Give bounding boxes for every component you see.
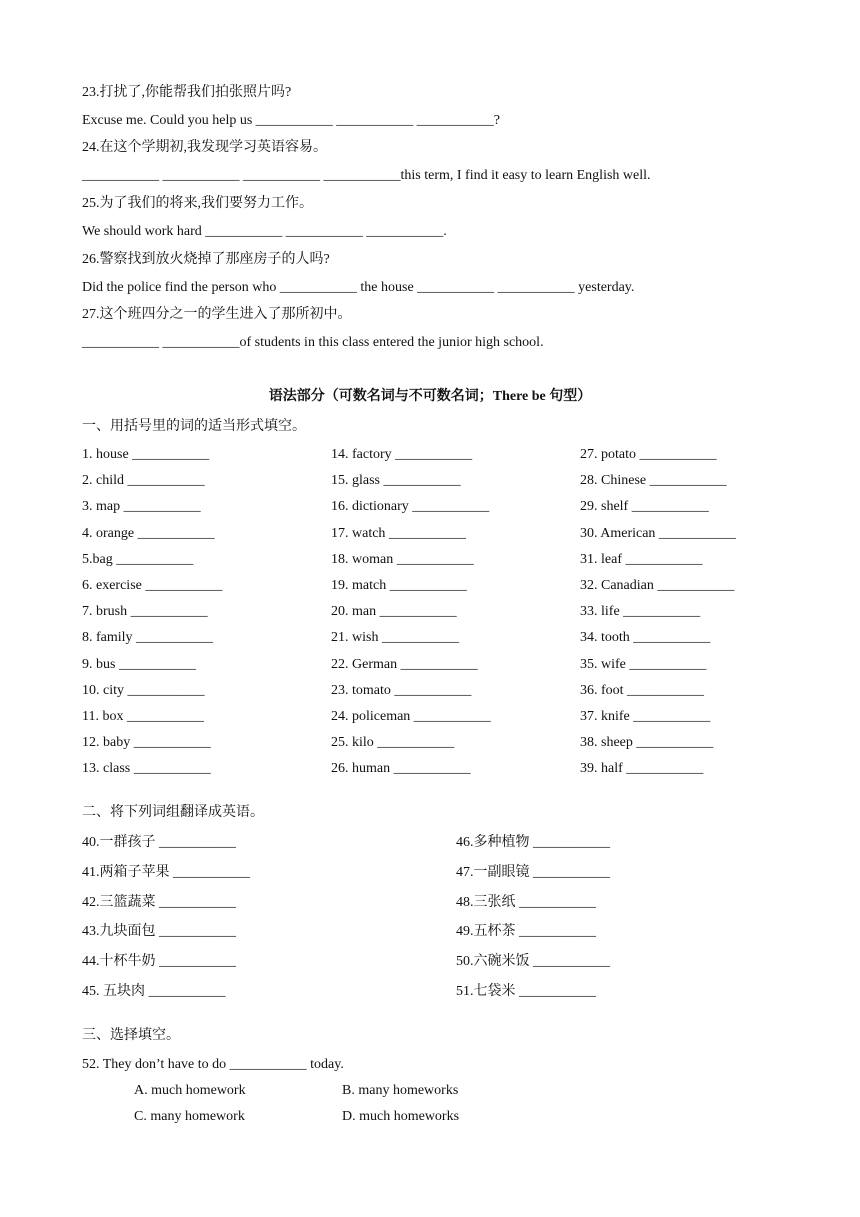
translate-item: 49.五杯茶 ___________: [456, 924, 596, 940]
option-c: C. many homework: [134, 1109, 245, 1124]
fill-item: 25. kilo ___________: [331, 735, 455, 751]
fill-item: 27. potato ___________: [580, 447, 717, 462]
fill-item: 38. sheep ___________: [580, 735, 714, 751]
translate-item: 50.六碗米饭 ___________: [456, 954, 610, 970]
sentence-24-zh: 24.在这个学期初,我发现学习英语容易。: [82, 140, 327, 155]
fill-item: 11. box ___________: [82, 709, 204, 724]
fill-item: 35. wife ___________: [580, 656, 707, 672]
fill-item: 1. house ___________: [82, 447, 210, 462]
fill-item: 26. human ___________: [331, 761, 471, 777]
sentence-27-zh: 27.这个班四分之一的学生进入了那所初中。: [82, 307, 352, 322]
sentence-24-en: ___________ ___________ ___________ ___________this term, I find it easy to learn English well.: [82, 168, 651, 183]
fill-item: 16. dictionary ___________: [331, 499, 490, 515]
translate-item: 43.九块面包 ___________: [82, 924, 236, 940]
fill-item: 6. exercise ___________: [82, 578, 223, 593]
fill-item: 30. American ___________: [580, 525, 736, 541]
translate-item: 44.十杯牛奶 ___________: [82, 954, 236, 970]
fill-item: 37. knife ___________: [580, 709, 711, 724]
fill-item: 28. Chinese ___________: [580, 473, 727, 489]
fill-item: 22. German ___________: [331, 656, 478, 672]
fill-item: 19. match ___________: [331, 578, 467, 593]
fill-item: 14. factory ___________: [331, 447, 473, 462]
sentence-23-en: Excuse me. Could you help us ___________ ___________ ___________?: [82, 113, 501, 128]
sentence-25-en: We should work hard ___________ ___________ ___________.: [82, 224, 447, 239]
fill-item: 15. glass ___________: [331, 473, 461, 489]
fill-item: 8. family ___________: [82, 630, 214, 646]
sentence-23-zh: 23.打扰了,你能帮我们拍张照片吗?: [82, 85, 292, 100]
fill-item: 31. leaf ___________: [580, 551, 703, 567]
fill-item: 24. policeman ___________: [331, 709, 491, 724]
fill-item: 21. wish ___________: [331, 630, 459, 646]
fill-item: 12. baby ___________: [82, 735, 211, 751]
fill-item: 36. foot ___________: [580, 682, 705, 698]
fill-item: 32. Canadian ___________: [580, 578, 735, 593]
fill-item: 17. watch ___________: [331, 525, 466, 541]
translate-item: 51.七袋米 ___________: [456, 984, 596, 999]
translate-item: 48.三张纸 ___________: [456, 894, 596, 910]
option-b: B. many homeworks: [342, 1083, 459, 1098]
fill-item: 29. shelf ___________: [580, 499, 709, 515]
fill-item: 5.bag ___________: [82, 551, 194, 567]
fill-item: 9. bus ___________: [82, 656, 196, 672]
fill-item: 20. man ___________: [331, 604, 457, 620]
fill-item: 18. woman ___________: [331, 551, 474, 567]
fill-item: 33. life ___________: [580, 604, 701, 620]
sentence-27-en: ___________ ___________of students in this class entered the junior high school.: [82, 335, 544, 350]
translate-item: 40.一群孩子 ___________: [82, 835, 236, 850]
part2-heading: 二、将下列词组翻译成英语。: [82, 805, 264, 820]
sentence-25-zh: 25.为了我们的将来,我们要努力工作。: [82, 196, 313, 211]
part3-heading: 三、选择填空。: [82, 1028, 180, 1043]
question-52: 52. They don’t have to do ___________ today.: [82, 1057, 344, 1072]
translate-item: 45. 五块肉 ___________: [82, 984, 226, 999]
translate-item: 47.一副眼镜 ___________: [456, 864, 610, 880]
part1-heading: 一、用括号里的词的适当形式填空。: [82, 419, 306, 434]
fill-item: 3. map ___________: [82, 499, 201, 515]
option-d: D. much homeworks: [342, 1109, 460, 1124]
translate-item: 46.多种植物 ___________: [456, 835, 610, 850]
fill-item: 7. brush ___________: [82, 604, 208, 620]
fill-item: 10. city ___________: [82, 682, 205, 698]
sentence-26-en: Did the police find the person who ___________ the house ___________ ___________ yesterday.: [82, 280, 635, 295]
fill-item: 39. half ___________: [580, 761, 704, 777]
translate-item: 42.三篮蔬菜 ___________: [82, 894, 236, 910]
fill-item: 34. tooth ___________: [580, 630, 711, 646]
fill-item: 13. class ___________: [82, 761, 211, 777]
sentence-26-zh: 26.警察找到放火烧掉了那座房子的人吗?: [82, 252, 330, 267]
option-a: A. much homework: [134, 1083, 246, 1098]
grammar-section-title: 语法部分（可数名词与不可数名词；There be 句型）: [268, 389, 592, 404]
translate-item: 41.两箱子苹果 ___________: [82, 864, 250, 880]
fill-item: 23. tomato ___________: [331, 682, 472, 698]
fill-item: 4. orange ___________: [82, 525, 215, 541]
fill-item: 2. child ___________: [82, 473, 205, 489]
